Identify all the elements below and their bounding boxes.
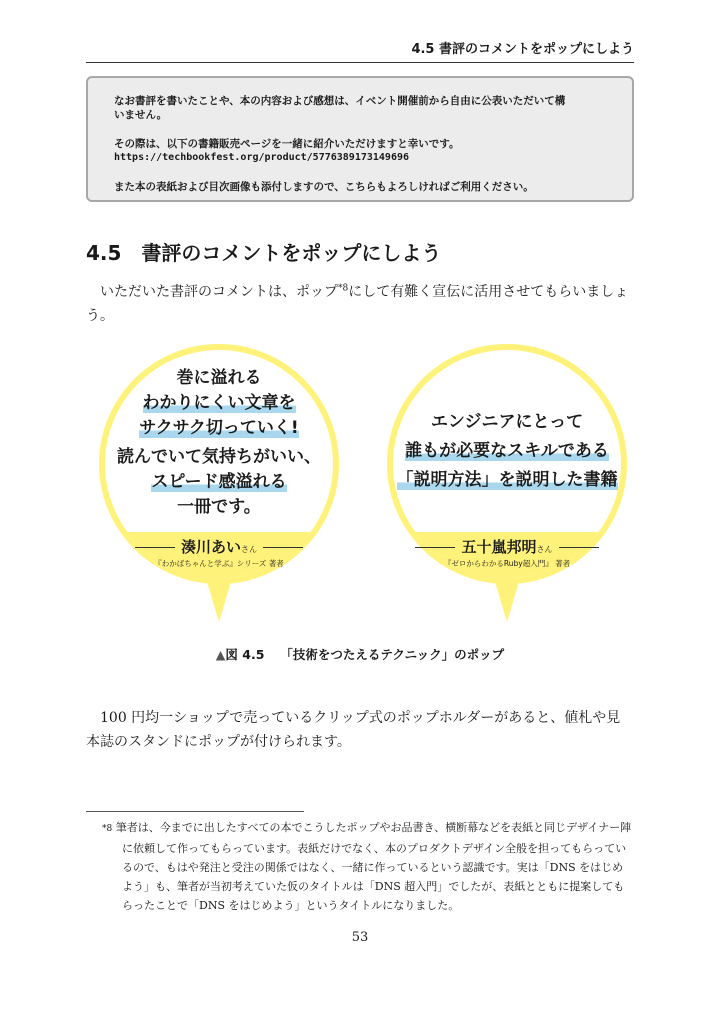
book-credit: 『わかばちゃんと学ぶ』シリーズ 著者 xyxy=(154,559,284,568)
body-paragraph xyxy=(86,280,634,328)
section-title-text: 書評のコメントをポップにしよう xyxy=(141,241,442,265)
figure-caption xyxy=(86,645,634,663)
caption-text: 「技術をつたえるテクニック」のポップ xyxy=(280,647,505,662)
footnote-mark: *8 xyxy=(102,824,113,834)
section-title xyxy=(86,240,441,266)
pop-bubble-left xyxy=(94,344,344,630)
honorific: さん xyxy=(241,545,257,554)
footnote-ref[interactable]: *8 xyxy=(338,283,349,294)
page-number: 53 xyxy=(351,930,369,945)
quote-line: わかりにくい文章を xyxy=(142,393,296,413)
quote-line: 巻に溢れる xyxy=(176,368,262,388)
product-url[interactable]: https://techbookfest.org/product/5776389173149696 xyxy=(114,152,410,163)
footnote xyxy=(102,818,634,915)
note-text: また本の表紙および目次画像も添付しますので、こちらもよろしければご利用ください。 xyxy=(114,181,534,193)
author-name: 湊川あい xyxy=(180,538,241,556)
pop-bubble-right xyxy=(382,344,632,630)
quote-line: 一冊です。 xyxy=(177,497,261,517)
section-number: 4.5 xyxy=(86,241,122,265)
note-box xyxy=(86,76,634,202)
note-text: いません。 xyxy=(114,109,168,121)
quote-line: 誰もが必要なスキルである xyxy=(405,441,609,461)
caption-label: 図 4.5 xyxy=(225,647,265,662)
body-paragraph: 100 円均一ショップで売っているクリップ式のポップホルダーがあると、値札や見本誌のスタンドにポップが付けられます。 xyxy=(86,710,621,750)
quote-line: 「説明方法」を説明した書籍 xyxy=(396,470,618,490)
author-row xyxy=(382,536,632,557)
para-text: にして有難く宣伝に活用させてもらいましょう。 xyxy=(86,284,629,324)
quote-line: スピード感溢れる xyxy=(151,472,287,492)
footnote-rule xyxy=(86,811,304,812)
quote-line: サクサク切っていく! xyxy=(139,418,299,438)
honorific: さん xyxy=(536,545,553,554)
pop-figure xyxy=(86,344,634,634)
quote-line: エンジニアにとって xyxy=(430,412,584,432)
para-text: いただいた書評のコメントは、ポップ xyxy=(100,284,338,300)
author-name: 五十嵐邦明 xyxy=(461,538,537,556)
author-row xyxy=(94,536,344,557)
note-text: その際は、以下の書籍販売ページを一緒に紹介いただけますと幸いです。 xyxy=(114,138,460,150)
footnote-text: 筆者は、今までに出したすべての本でこうしたポップやお品書き、横断幕などを表紙と同じデザイナー陣に依頼して作ってもらっています。表紙だけでなく、本のプロダクトデザイン全般を担ってもらっているので、もはや発注と受注の関係ではなく、一緒に作っているという認識です。実は「DNS をはじめよう」も、筆者が当初考えていた仮のタイトルは「DNS 超入門」でしたが、表紙とともに提案してもらったことで「DNS をはじめよう」というタイトルになりました。 xyxy=(115,821,632,912)
triangle-marker-icon: ▲ xyxy=(215,647,226,662)
book-credit: 『ゼロからわかるRuby超入門』 著者 xyxy=(443,559,571,568)
quote-line: 読んでいて気持ちがいい、 xyxy=(117,447,321,467)
running-head: 4.5 書評のコメントをポップにしよう xyxy=(86,40,634,63)
note-text: なお書評を書いたことや、本の内容および感想は、イベント開催前から自由に公表いただいて構 xyxy=(114,95,566,107)
